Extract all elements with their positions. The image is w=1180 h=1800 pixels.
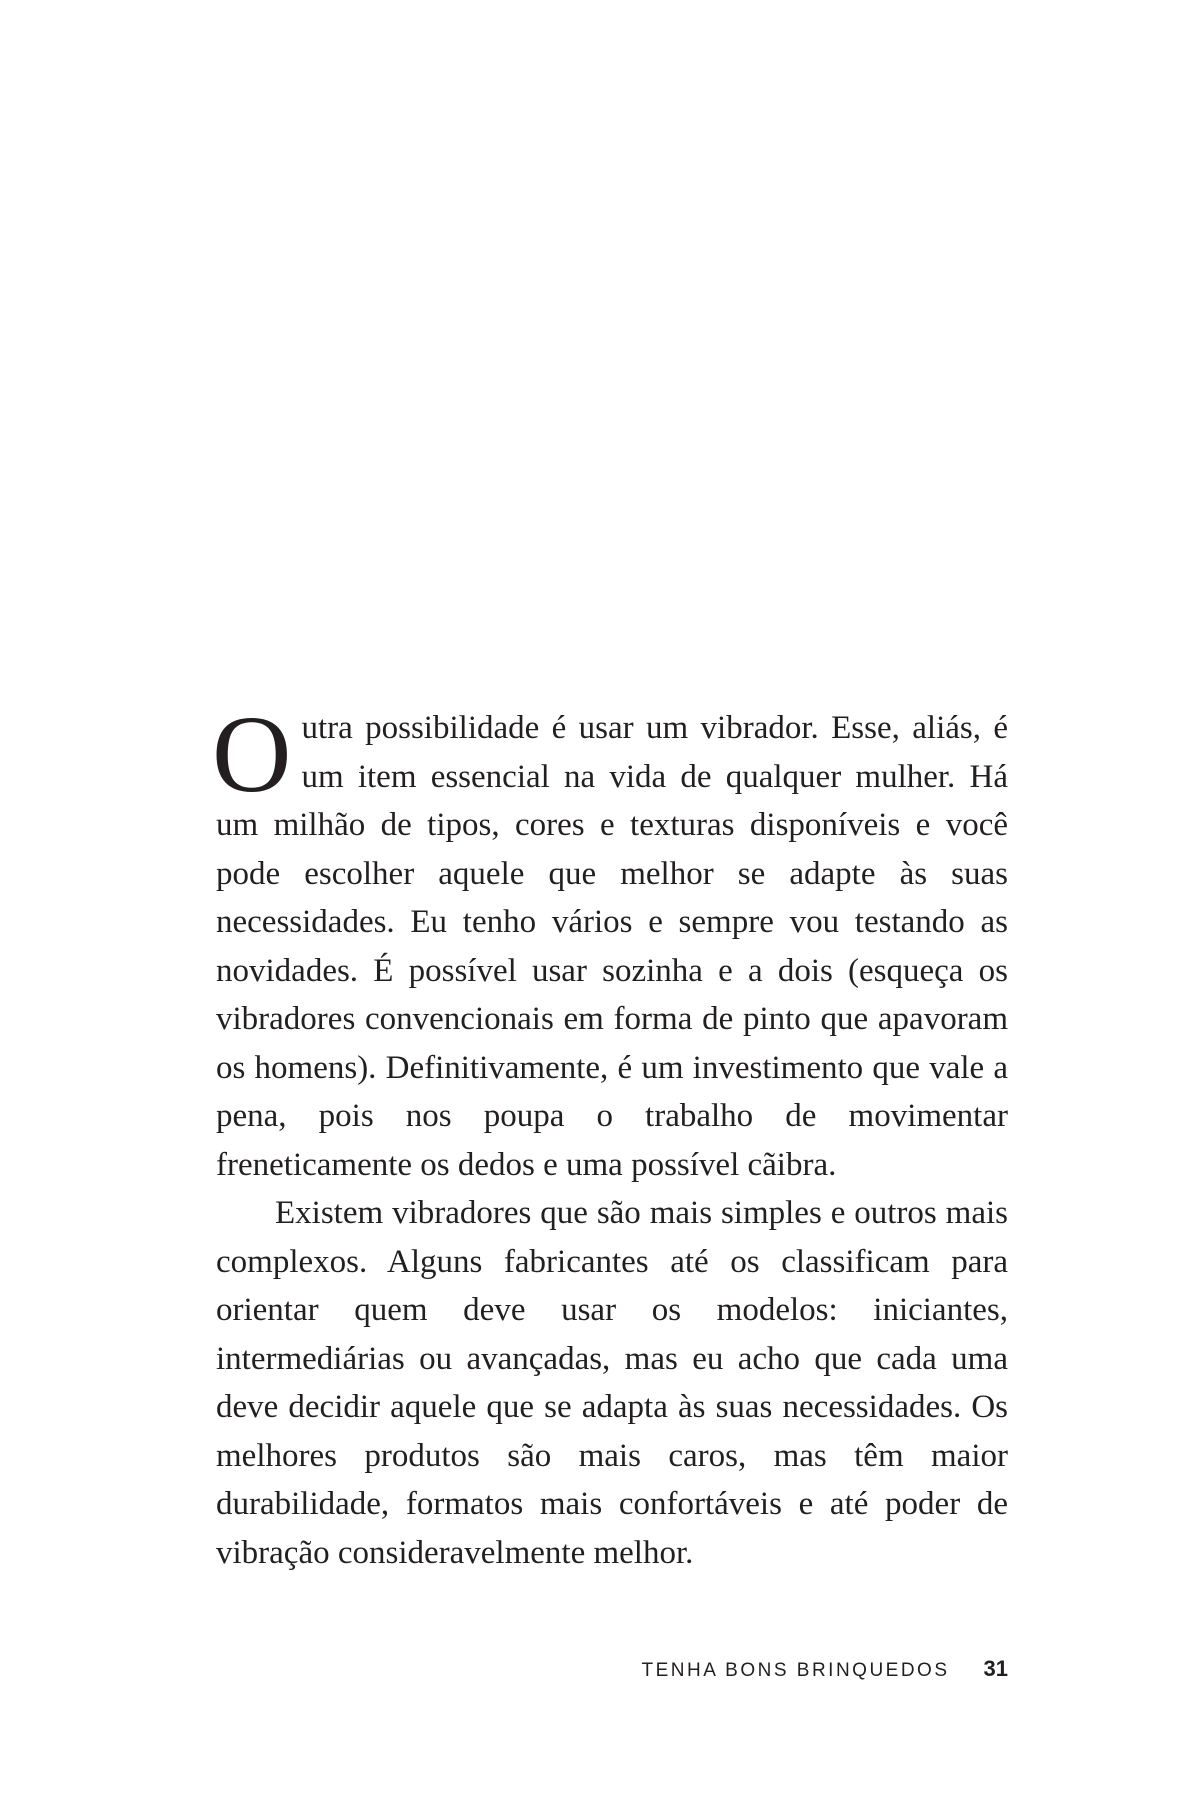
paragraph-2: Existem vibradores que são mais simples e outros mais complexos. Alguns fabricantes até os classificam para orientar quem deve usar os modelos: iniciantes, intermediárias ou avançadas, mas eu acho que cada uma deve decidir aquele que se adapta às suas necessidades. Os melhores produtos são mais caros, mas têm maior durabilidade, formatos mais confortáveis e até poder de vibração consideravelmente melhor. xyxy=(216,1195,1008,1571)
body-text xyxy=(212,693,1008,1577)
paragraph-1 xyxy=(212,693,1008,1189)
page-footer xyxy=(0,1656,1008,1682)
page-number: 31 xyxy=(983,1656,1008,1681)
running-title: TENHA BONS BRINQUEDOS xyxy=(641,1660,950,1681)
drop-cap: O xyxy=(212,693,292,815)
paragraph-1-text: utra possibilidade é usar um vibrador. Esse, aliás, é um item essencial na vida de qualquer mulher. Há um milhão de tipos, cores e texturas disponíveis e você pode escolher aquele que melhor se adapte às suas necessidades. Eu tenho vários e sempre vou testando as novidades. É possível usar sozinha e a dois (esqueça os vibradores convencionais em forma de pinto que apavoram os homens). Definitivamente, é um investimento que vale a pena, pois nos poupa o trabalho de movimentar freneticamente os dedos e uma possível cãibra. xyxy=(216,710,1008,1183)
